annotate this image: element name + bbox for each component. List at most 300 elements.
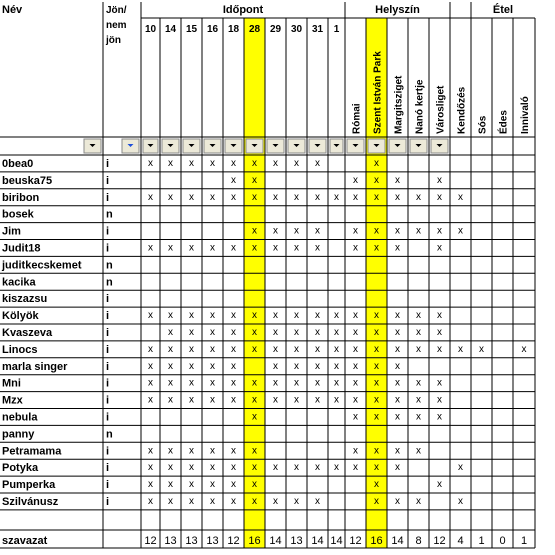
vote-mark: x xyxy=(353,377,358,389)
row-name: Szilvánusz xyxy=(2,496,59,508)
vote-mark: x xyxy=(189,360,194,372)
row-attend: i xyxy=(106,293,110,306)
vote-mark: x xyxy=(231,343,236,355)
vote-mark: x xyxy=(273,310,278,322)
vote-mark: x xyxy=(416,310,421,322)
vote-mark: x xyxy=(252,479,257,491)
filter-button[interactable] xyxy=(225,139,242,153)
vote-mark: x xyxy=(416,343,421,355)
total-value: 8 xyxy=(415,535,422,547)
vote-mark: x xyxy=(168,360,173,372)
vote-mark: x xyxy=(416,411,421,423)
filter-button[interactable] xyxy=(368,139,385,153)
vote-mark: x xyxy=(395,327,400,338)
total-value: 13 xyxy=(290,535,303,547)
vote-mark: x xyxy=(315,225,320,237)
vote-mark: x xyxy=(458,462,463,474)
row-attend: n xyxy=(106,259,113,272)
vote-mark: x xyxy=(374,479,379,491)
vote-mark: x xyxy=(294,377,299,389)
vote-mark: x xyxy=(353,310,358,322)
vote-mark: x xyxy=(458,496,463,507)
vote-mark: x xyxy=(437,225,442,237)
vote-mark: x xyxy=(231,462,236,474)
column-header-18: Innivaló xyxy=(520,96,531,134)
vote-mark: x xyxy=(437,343,442,355)
vote-mark: x xyxy=(148,479,153,491)
vote-mark: x xyxy=(353,191,358,203)
row-name: Jim xyxy=(2,225,21,238)
vote-mark: x xyxy=(315,327,320,338)
row-attend: i xyxy=(106,242,110,255)
row-name: Kölyök xyxy=(2,310,39,323)
vote-mark: x xyxy=(210,191,215,203)
vote-mark: x xyxy=(231,360,236,372)
vote-mark: x xyxy=(189,343,194,355)
total-value: 16 xyxy=(370,535,383,547)
vote-mark: x xyxy=(374,191,379,203)
vote-mark: x xyxy=(148,310,153,322)
vote-mark: x xyxy=(353,242,358,254)
vote-mark: x xyxy=(189,479,194,491)
vote-mark: x xyxy=(374,411,379,423)
vote-mark: x xyxy=(168,327,173,338)
row-attend: i xyxy=(106,225,110,238)
vote-mark: x xyxy=(148,191,153,203)
total-value: 0 xyxy=(499,535,506,547)
vote-mark: x xyxy=(273,496,278,507)
row-name: beuska75 xyxy=(2,174,53,187)
vote-mark: x xyxy=(374,242,379,254)
vote-mark: x xyxy=(252,158,257,169)
vote-mark: x xyxy=(273,343,278,355)
vote-mark: x xyxy=(252,225,257,237)
row-name: Judit18 xyxy=(2,242,41,255)
row-attend: i xyxy=(106,479,110,492)
row-name: 0bea0 xyxy=(2,158,34,170)
column-header-13: Nanó kertje xyxy=(414,79,426,134)
vote-mark: x xyxy=(294,496,299,507)
total-value: 14 xyxy=(311,535,324,547)
vote-mark: x xyxy=(252,411,257,423)
row-attend: n xyxy=(106,428,113,441)
vote-mark: x xyxy=(189,496,194,507)
vote-mark: x xyxy=(374,310,379,322)
filter-button[interactable] xyxy=(347,139,364,153)
vote-mark: x xyxy=(353,394,358,406)
vote-mark: x xyxy=(334,343,339,355)
vote-mark: x xyxy=(315,496,320,507)
attend-column-header: nem xyxy=(106,20,127,31)
filter-button[interactable] xyxy=(410,139,427,153)
vote-mark: x xyxy=(210,343,215,355)
vote-mark: x xyxy=(168,343,173,355)
filter-button[interactable] xyxy=(389,139,406,153)
vote-mark: x xyxy=(189,310,194,322)
column-header-9: 1 xyxy=(333,24,340,35)
vote-mark: x xyxy=(273,462,278,474)
row-attend: i xyxy=(106,174,110,187)
vote-mark: x xyxy=(210,445,215,457)
vote-mark: x xyxy=(148,343,153,355)
vote-mark: x xyxy=(353,462,358,474)
vote-mark: x xyxy=(189,191,194,203)
vote-mark: x xyxy=(315,242,320,254)
row-attend: i xyxy=(106,343,110,356)
vote-mark: x xyxy=(334,462,339,474)
row-name: Potyka xyxy=(2,462,39,475)
vote-mark: x xyxy=(231,394,236,406)
vote-mark: x xyxy=(334,360,339,372)
vote-mark: x xyxy=(168,445,173,457)
total-value: 1 xyxy=(478,535,485,547)
total-value: 12 xyxy=(433,535,446,547)
vote-mark: x xyxy=(231,445,236,457)
vote-mark: x xyxy=(374,174,379,186)
name-column-header: Név xyxy=(2,4,23,16)
vote-mark: x xyxy=(374,496,379,507)
vote-mark: x xyxy=(374,158,379,169)
vote-mark: x xyxy=(315,310,320,322)
vote-mark: x xyxy=(294,158,299,169)
column-header-3: 16 xyxy=(206,24,219,35)
vote-mark: x xyxy=(395,360,400,372)
column-header-11: Szent István Park xyxy=(372,51,384,134)
column-header-2: 15 xyxy=(185,24,198,35)
vote-mark: x xyxy=(210,242,215,254)
row-attend: i xyxy=(106,411,110,424)
vote-mark: x xyxy=(294,394,299,406)
row-attend: i xyxy=(106,496,110,508)
vote-mark: x xyxy=(437,310,442,322)
vote-mark: x xyxy=(395,343,400,355)
vote-mark: x xyxy=(210,310,215,322)
column-header-6: 29 xyxy=(269,24,282,35)
filter-button[interactable] xyxy=(309,139,326,153)
total-value: 14 xyxy=(269,535,282,547)
vote-mark: x xyxy=(252,343,257,355)
vote-mark: x xyxy=(416,394,421,406)
vote-mark: x xyxy=(458,225,463,237)
vote-mark: x xyxy=(353,225,358,237)
total-value: 16 xyxy=(248,535,261,547)
vote-mark: x xyxy=(416,191,421,203)
vote-mark: x xyxy=(148,242,153,254)
vote-mark: x xyxy=(168,462,173,474)
column-header-15: Kendőzés xyxy=(456,86,468,134)
vote-mark: x xyxy=(294,462,299,474)
vote-mark: x xyxy=(273,377,278,389)
vote-mark: x xyxy=(294,360,299,372)
filter-button[interactable] xyxy=(122,139,139,153)
row-name: juditkecskemet xyxy=(2,259,82,272)
vote-mark: x xyxy=(252,496,257,507)
vote-mark: x xyxy=(395,496,400,507)
vote-mark: x xyxy=(148,158,153,169)
vote-mark: x xyxy=(395,394,400,406)
total-value: 13 xyxy=(164,535,177,547)
vote-mark: x xyxy=(294,343,299,355)
vote-mark: x xyxy=(395,445,400,457)
column-header-14: Városliget xyxy=(435,85,447,134)
vote-mark: x xyxy=(189,445,194,457)
vote-mark: x xyxy=(353,343,358,355)
row-attend: i xyxy=(106,191,110,204)
vote-mark: x xyxy=(315,343,320,355)
total-value: 4 xyxy=(457,535,464,547)
row-name: nebula xyxy=(2,411,38,424)
vote-mark: x xyxy=(231,310,236,322)
row-attend: i xyxy=(106,377,110,390)
vote-mark: x xyxy=(148,360,153,372)
column-header-8: 31 xyxy=(311,24,324,35)
vote-mark: x xyxy=(437,174,442,186)
vote-mark: x xyxy=(374,377,379,389)
vote-mark: x xyxy=(210,479,215,491)
total-value: 14 xyxy=(330,535,343,547)
vote-mark: x xyxy=(273,394,278,406)
row-name: Mzx xyxy=(2,394,23,407)
vote-mark: x xyxy=(189,158,194,169)
vote-mark: x xyxy=(437,242,442,254)
vote-mark: x xyxy=(168,496,173,507)
vote-mark: x xyxy=(437,411,442,423)
vote-mark: x xyxy=(273,360,278,372)
column-header-16: Sós xyxy=(477,115,489,134)
vote-mark: x xyxy=(210,158,215,169)
vote-mark: x xyxy=(395,225,400,237)
vote-mark: x xyxy=(479,343,484,355)
row-name: Kvaszeva xyxy=(2,327,53,339)
row-attend: i xyxy=(106,360,110,373)
vote-mark: x xyxy=(231,327,236,338)
vote-mark: x xyxy=(374,343,379,355)
row-attend: i xyxy=(106,310,110,323)
vote-mark: x xyxy=(315,462,320,474)
vote-mark: x xyxy=(252,462,257,474)
vote-mark: x xyxy=(148,462,153,474)
vote-mark: x xyxy=(273,225,278,237)
vote-mark: x xyxy=(168,158,173,169)
filter-button[interactable] xyxy=(162,139,179,153)
vote-mark: x xyxy=(437,479,442,491)
row-attend: i xyxy=(106,394,110,407)
vote-mark: x xyxy=(395,462,400,474)
vote-mark: x xyxy=(353,411,358,423)
vote-mark: x xyxy=(353,327,358,338)
column-header-4: 18 xyxy=(227,24,240,35)
vote-mark: x xyxy=(521,343,527,355)
row-name: Linocs xyxy=(2,343,38,356)
vote-mark: x xyxy=(231,377,236,389)
vote-mark: x xyxy=(273,327,278,338)
vote-mark: x xyxy=(334,191,339,203)
vote-mark: x xyxy=(168,377,173,389)
vote-mark: x xyxy=(294,242,299,254)
column-header-17: Édes xyxy=(498,110,510,134)
vote-mark: x xyxy=(294,327,299,338)
vote-mark: x xyxy=(416,496,421,507)
vote-mark: x xyxy=(334,377,339,389)
filter-button[interactable] xyxy=(330,139,343,153)
column-header-10: Római xyxy=(351,103,363,134)
total-value: 1 xyxy=(520,535,528,547)
vote-mark: x xyxy=(334,327,339,338)
group-header-food: Étel xyxy=(492,4,514,16)
filter-button[interactable] xyxy=(204,139,221,153)
vote-mark: x xyxy=(148,445,153,457)
vote-mark: x xyxy=(374,327,379,338)
vote-mark: x xyxy=(252,327,257,338)
total-value: 12 xyxy=(349,535,362,547)
vote-mark: x xyxy=(353,445,358,457)
vote-mark: x xyxy=(395,377,400,389)
vote-mark: x xyxy=(416,327,421,338)
vote-mark: x xyxy=(189,327,194,338)
vote-mark: x xyxy=(315,158,320,169)
row-name: kacika xyxy=(2,276,36,289)
column-header-7: 30 xyxy=(290,24,303,35)
row-name: Petramama xyxy=(2,445,62,458)
vote-mark: x xyxy=(294,191,299,203)
vote-mark: x xyxy=(210,377,215,389)
vote-mark: x xyxy=(210,496,215,507)
vote-mark: x xyxy=(458,343,463,355)
vote-mark: x xyxy=(231,242,236,254)
vote-mark: x xyxy=(252,242,257,254)
row-attend: i xyxy=(106,445,110,458)
vote-mark: x xyxy=(168,242,173,254)
vote-mark: x xyxy=(416,445,421,457)
vote-mark: x xyxy=(315,377,320,389)
row-name: marla singer xyxy=(2,360,68,373)
vote-mark: x xyxy=(374,394,379,406)
vote-mark: x xyxy=(437,377,442,389)
vote-mark: x xyxy=(315,394,320,406)
vote-mark: x xyxy=(374,225,379,237)
vote-mark: x xyxy=(395,411,400,423)
group-header-time: Időpont xyxy=(222,4,264,16)
vote-mark: x xyxy=(437,394,442,406)
row-attend: n xyxy=(106,276,113,289)
vote-mark: x xyxy=(189,462,194,474)
vote-mark: x xyxy=(334,310,339,322)
column-header-5: 28 xyxy=(248,24,261,35)
vote-mark: x xyxy=(315,360,320,372)
vote-mark: x xyxy=(416,225,421,237)
row-attend: i xyxy=(106,158,110,170)
filter-button[interactable] xyxy=(183,139,200,153)
vote-mark: x xyxy=(395,191,400,203)
vote-mark: x xyxy=(252,174,257,186)
vote-mark: x xyxy=(252,445,257,457)
row-name: kiszazsu xyxy=(2,293,48,306)
column-header-0: 10 xyxy=(144,24,157,35)
vote-mark: x xyxy=(189,377,194,389)
vote-mark: x xyxy=(189,242,194,254)
vote-mark: x xyxy=(210,360,215,372)
vote-mark: x xyxy=(437,191,442,203)
filter-button[interactable] xyxy=(288,139,305,153)
vote-mark: x xyxy=(374,445,379,457)
vote-mark: x xyxy=(168,310,173,322)
vote-mark: x xyxy=(353,174,358,186)
row-attend: i xyxy=(106,462,110,475)
column-header-1: 14 xyxy=(164,24,177,35)
vote-mark: x xyxy=(252,377,257,389)
filter-button[interactable] xyxy=(84,139,101,153)
total-value: 13 xyxy=(185,535,198,547)
vote-mark: x xyxy=(374,462,379,474)
vote-mark: x xyxy=(210,327,215,338)
vote-mark: x xyxy=(353,360,358,372)
vote-mark: x xyxy=(252,394,257,406)
filter-button[interactable] xyxy=(267,139,284,153)
vote-mark: x xyxy=(416,377,421,389)
vote-mark: x xyxy=(334,394,339,406)
filter-button[interactable] xyxy=(246,139,263,153)
vote-mark: x xyxy=(189,394,194,406)
vote-mark: x xyxy=(231,191,236,203)
vote-mark: x xyxy=(148,496,153,507)
vote-mark: x xyxy=(437,327,442,338)
vote-mark: x xyxy=(231,496,236,507)
vote-mark: x xyxy=(294,225,299,237)
vote-mark: x xyxy=(273,242,278,254)
filter-button[interactable] xyxy=(143,139,158,153)
total-value: 12 xyxy=(227,535,240,547)
vote-mark: x xyxy=(210,462,215,474)
row-name: bosek xyxy=(2,208,34,221)
attend-column-header: jön xyxy=(106,35,121,46)
row-attend: i xyxy=(106,327,110,339)
vote-mark: x xyxy=(168,191,173,203)
filter-button[interactable] xyxy=(431,139,448,153)
vote-mark: x xyxy=(273,158,278,169)
vote-mark: x xyxy=(315,191,320,203)
total-value: 12 xyxy=(144,535,157,547)
vote-mark: x xyxy=(294,310,299,322)
vote-mark: x xyxy=(148,394,153,406)
attend-column-header: Jön/ xyxy=(106,5,127,16)
vote-mark: x xyxy=(252,191,257,203)
vote-mark: x xyxy=(168,479,173,491)
group-header-place: Helyszín xyxy=(375,4,420,16)
vote-mark: x xyxy=(273,191,278,203)
vote-mark: x xyxy=(395,310,400,322)
vote-mark: x xyxy=(395,242,400,254)
row-name: panny xyxy=(2,428,35,441)
vote-mark: x xyxy=(231,479,236,491)
vote-mark: x xyxy=(210,394,215,406)
vote-mark: x xyxy=(374,360,379,372)
vote-mark: x xyxy=(231,174,236,186)
vote-mark: x xyxy=(168,394,173,406)
vote-mark: x xyxy=(148,377,153,389)
vote-mark: x xyxy=(231,158,236,169)
totals-label: szavazat xyxy=(2,535,48,547)
row-name: biribon xyxy=(2,191,40,204)
row-name: Pumperka xyxy=(2,479,56,492)
total-value: 13 xyxy=(206,535,219,547)
total-value: 14 xyxy=(391,535,404,547)
row-name: Mni xyxy=(2,377,21,390)
column-header-12: Margitsziget xyxy=(393,75,405,134)
vote-mark: x xyxy=(458,191,463,203)
vote-mark: x xyxy=(252,310,257,322)
row-attend: n xyxy=(106,208,113,221)
vote-mark: x xyxy=(395,174,400,186)
